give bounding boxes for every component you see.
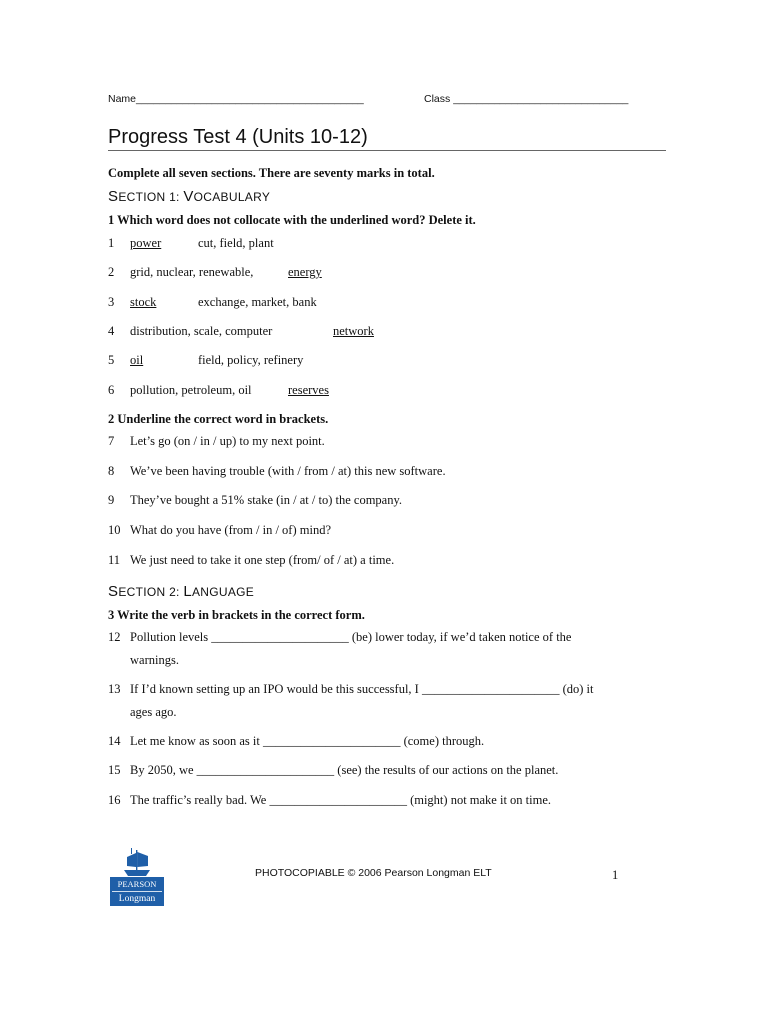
title-divider <box>108 150 666 151</box>
collocates[interactable]: field, policy, refinery <box>198 353 304 367</box>
name-field-label: Name_______________________________________ <box>108 93 364 105</box>
underlined-word: energy <box>288 265 322 279</box>
section-2-heading: SECTION 2: LANGUAGE <box>108 583 255 600</box>
underlined-word: stock <box>130 295 157 309</box>
part-3-instruction: 3 Write the verb in brackets in the correct form. <box>108 608 365 622</box>
class-field-label: Class ______________________________ <box>424 93 629 105</box>
underlined-word: reserves <box>288 383 329 397</box>
part-1-instruction: 1 Which word does not collocate with the underlined word? Delete it. <box>108 213 476 227</box>
collocates[interactable]: exchange, market, bank <box>198 295 317 309</box>
collocates[interactable]: distribution, scale, computer <box>130 324 273 338</box>
part-2-instruction: 2 Underline the correct word in brackets. <box>108 412 329 426</box>
section-1-heading: SECTION 1: VOCABULARY <box>108 188 271 205</box>
svg-text:PEARSON: PEARSON <box>117 879 157 889</box>
ship-logo-icon <box>110 848 164 906</box>
name-blank[interactable]: _______________________________________ <box>136 93 364 105</box>
pearson-longman-logo <box>110 848 164 906</box>
underlined-word: network <box>333 324 374 338</box>
underlined-word: power <box>130 236 162 250</box>
underlined-word: oil <box>130 353 144 367</box>
copyright-notice: PHOTOCOPIABLE © 2006 Pearson Longman ELT <box>255 867 492 879</box>
svg-text:Longman: Longman <box>118 894 156 904</box>
page-title: Progress Test 4 (Units 10-12) <box>108 126 368 148</box>
test-instructions: Complete all seven sections. There are seventy marks in total. <box>108 166 435 180</box>
class-blank[interactable]: ______________________________ <box>453 93 629 105</box>
collocates[interactable]: grid, nuclear, renewable, <box>130 265 254 279</box>
collocates[interactable]: pollution, petroleum, oil <box>130 383 252 397</box>
collocates[interactable]: cut, field, plant <box>198 236 274 250</box>
page-number: 1 <box>612 868 619 882</box>
